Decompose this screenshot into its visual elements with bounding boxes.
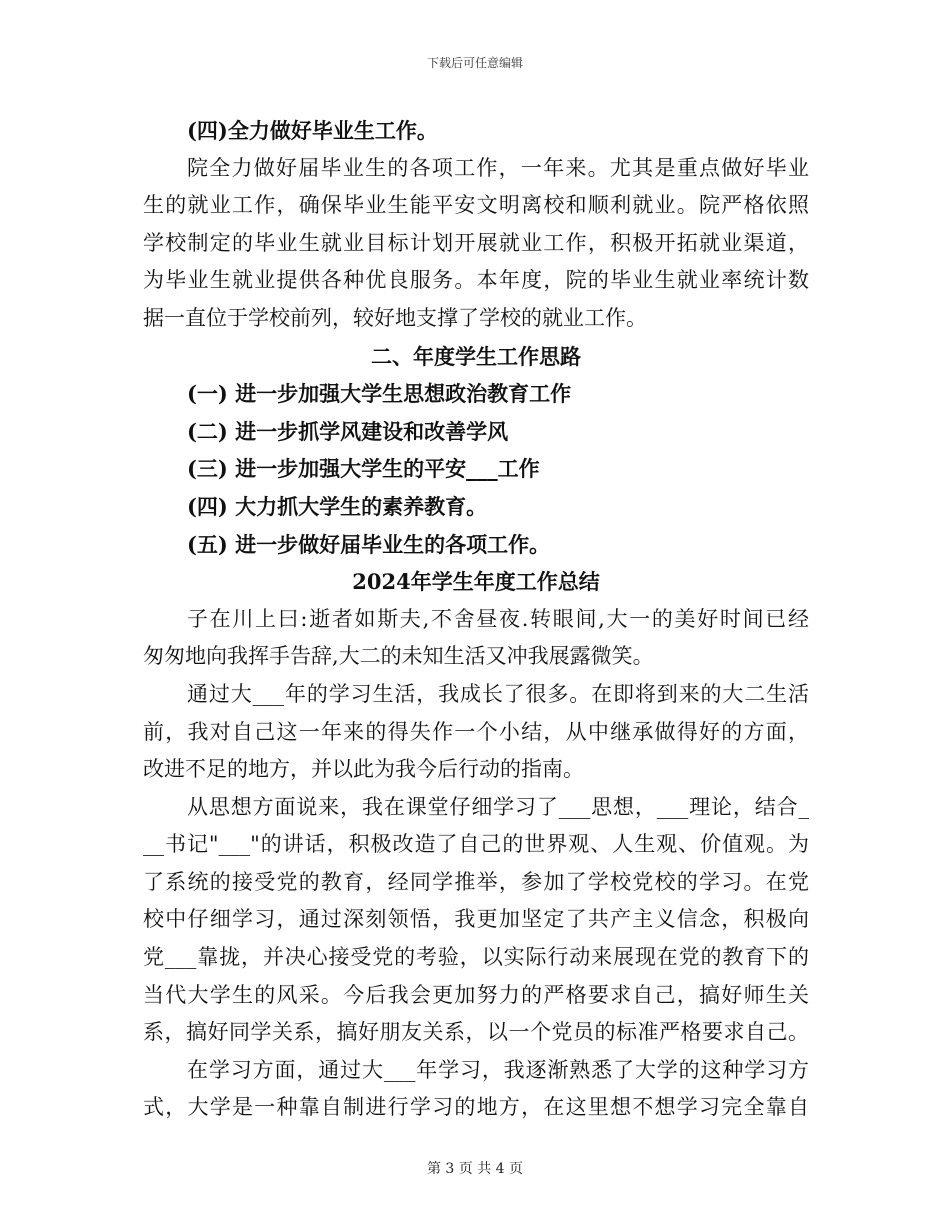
page-footer: 第 3 页 共 4 页 [426,1161,524,1177]
text-line: (三) 进一步加强大学生的平安___工作 [187,456,540,482]
text-line: 式，大学是一种靠自制进行学习的地方，在这里想不想学习完全靠自 [143,1095,809,1120]
text-line: (五) 进一步做好届毕业生的各项工作。 [187,531,551,557]
text-line: 据一直位于学校前列，较好地支撑了学校的就业工作。 [143,305,647,330]
text-line: __书记"___"的讲话，积极改造了自己的世界观、人生观、价值观。为 [143,832,809,857]
page-header: 下载后可任意编辑 [426,56,523,70]
text-line: 二、年度学生工作思路 [371,343,581,369]
text-line: 了系统的接受党的教育，经同学推举，参加了学校党校的学习。在党 [143,869,809,894]
text-line: 前，我对自己这一年来的得失作一个小结，从中继承做得好的方面， [143,719,809,744]
text-line: 生的就业工作，确保毕业生能平安文明离校和顺利就业。院严格依照 [143,193,809,218]
text-line: 党___靠拢，并决心接受党的考验，以实际行动来展现在党的教育下的 [143,945,809,970]
text-line: 院全力做好届毕业生的各项工作，一年来。尤其是重点做好毕业 [187,155,809,180]
text-line: (四) 大力抓大学生的素养教育。 [187,493,488,519]
text-line: (一) 进一步加强大学生思想政治教育工作 [187,381,572,407]
text-line: 2024年学生年度工作总结 [352,569,600,595]
text-line: 改进不足的地方，并以此为我今后行动的指南。 [143,757,584,782]
text-line: 通过大___年的学习生活，我成长了很多。在即将到来的大二生活 [187,681,809,706]
text-line: 子在川上曰:逝者如斯夫,不舍昼夜.转眼间,大一的美好时间已经 [187,606,809,631]
text-line: 匆匆地向我挥手告辞,大二的未知生活又冲我展露微笑。 [143,644,654,669]
text-line: 学校制定的毕业生就业目标计划开展就业工作，积极开拓就业渠道， [143,230,809,255]
text-line: 当代大学生的风采。今后我会更加努力的严格要求自己，搞好师生关 [143,982,809,1007]
text-line: 为毕业生就业提供各种优良服务。本年度，院的毕业生就业率统计数 [143,268,809,293]
document-body [143,112,809,1127]
text-line: (四)全力做好毕业生工作。 [187,118,438,143]
text-line: 从思想方面说来，我在课堂仔细学习了___思想，___理论，结合_ [187,794,809,819]
text-line: (二) 进一步抓学风建设和改善学风 [187,418,509,444]
text-line: 系，搞好同学关系，搞好朋友关系，以一个党员的标准严格要求自己。 [143,1020,809,1045]
text-line: 在学习方面，通过大___年学习，我逐渐熟悉了大学的这种学习方 [187,1057,809,1082]
text-line: 校中仔细学习，通过深刻领悟，我更加坚定了共产主义信念，积极向 [143,907,809,932]
